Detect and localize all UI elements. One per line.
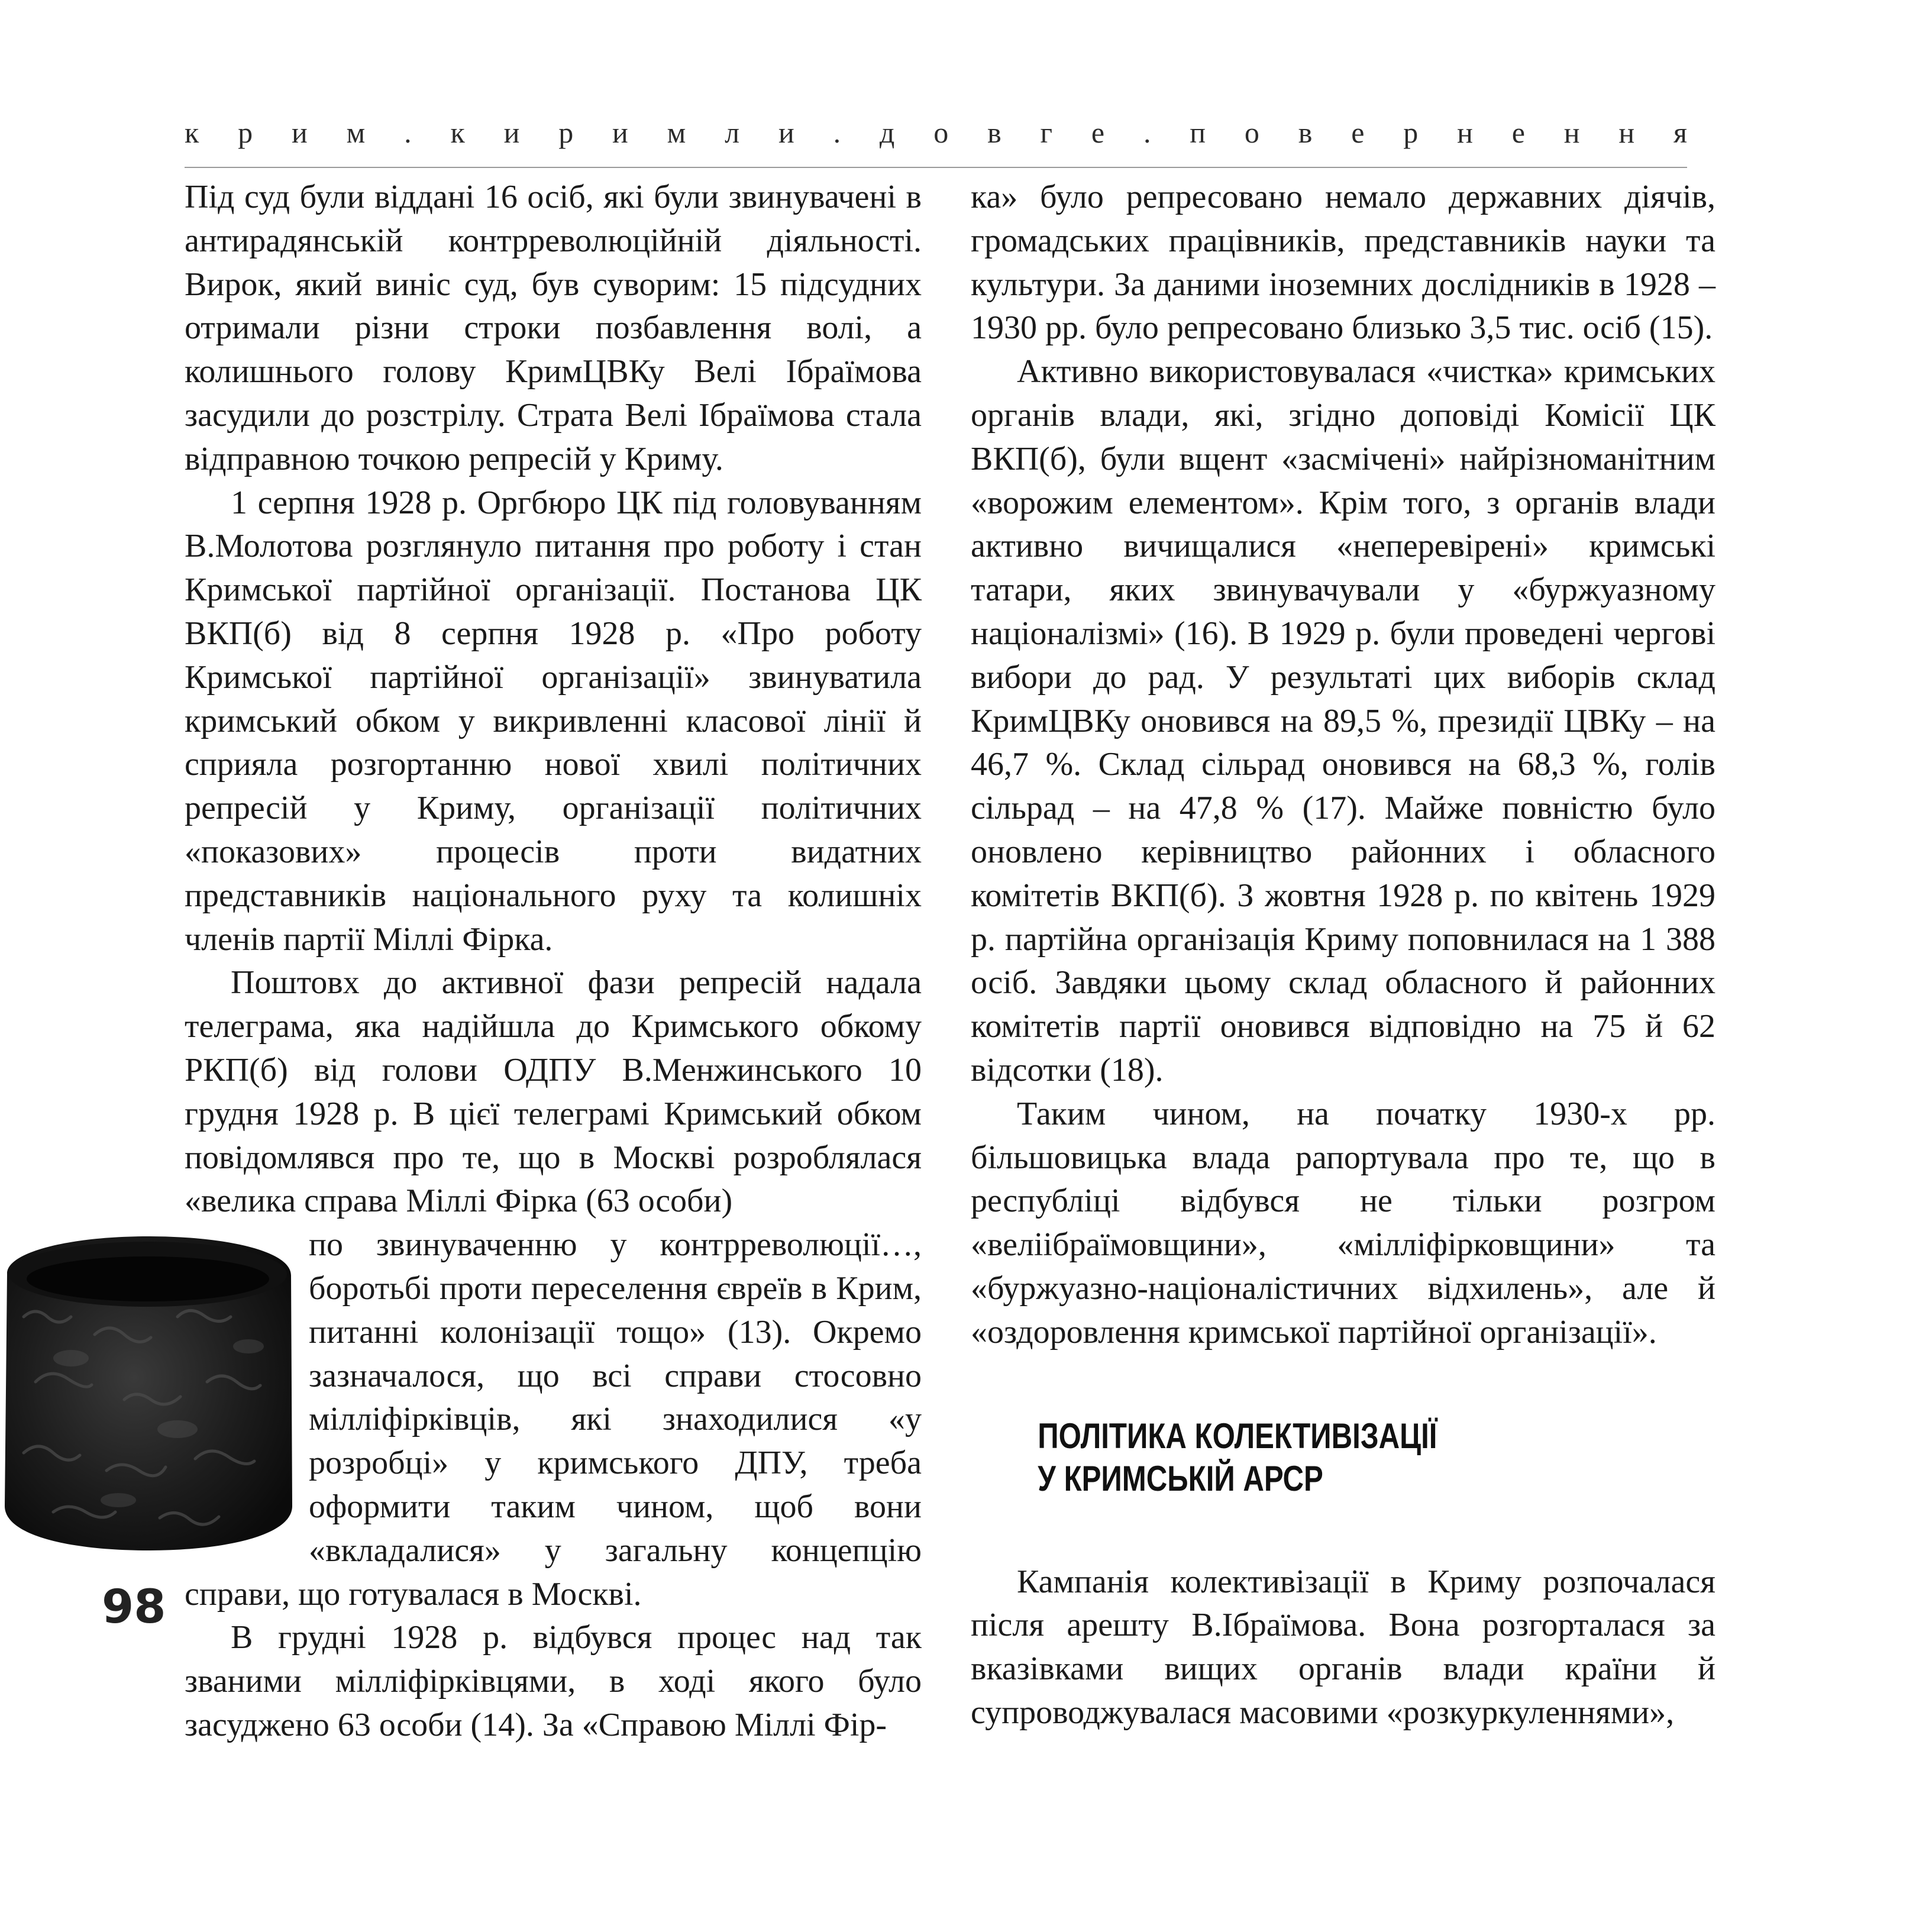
paragraph: по звинуваченню у контрреволюції…, боротьбі проти переселення євреїв в Крим, питанні колонізації тощо» (13). Окремо зазначалося, що всі справи стосовно мілліфірківців, які знаходилися «у розробці» у кримського ДПУ, треба оформити таким чином, щоб вони «вкладалися» у загальну концепцію справи, що готувалася в Москві. [185, 1226, 922, 1613]
paragraph: ка» було репресовано немало державних діячів, громадських працівників, представників науки та культури. За даними іноземних дослідників в 1928 – 1930 рр. було репресовано близько 3,5 тис. осіб (15). [971, 179, 1715, 347]
paragraph: Активно використовувалася «чистка» кримських органів влади, які, згідно доповіді Комісії ЦК ВКП(б), були вщент «засмічені» найрізноманітним «ворожим елементом». Крім того, з органів влади активно вичищалися «неперевірені» кримські татари, яких звинувачували у «буржуазному націоналізмі» (16). В 1929 р. були проведені чергові вибори до рад. У результаті цих виборів склад КримЦВКу оновився на 89,5 %, президії ЦВКу – на 46,7 %. Склад сільрад оновився на 68,3 %, голів сільрад – на 47,8 % (17). Майже повністю було оновлено керівництво районних і обласного комітетів ВКП(б). З жовтня 1928 р. по квітень 1929 р. партійна організація Криму поповнилася на 1 388 осіб. Завдяки цьому склад обласного й районних комітетів партії оновився відповідно на 75 й 62 відсотки (18). [971, 353, 1715, 1088]
right-column [971, 176, 1715, 1735]
paragraph: Поштовх до активної фази репресій надала телеграма, яка надійшла до Кримського обкому РКП(б) від голови ОДПУ В.Менжинського 10 грудня 1928 р. В цієї телеграмі Кримський обком повідомлявся про те, що в Москві розроблялася «велика справа Міллі Фірка (63 особи) [185, 964, 922, 1220]
paragraph: В грудні 1928 р. відбувся процес над так званими мілліфірківцями, в ході якого було засуджено 63 особи (14). За «Справою Міллі Фір- [185, 1619, 922, 1743]
paragraph: Під суд були віддані 16 осіб, які були звинувачені в антирадянській контрреволюційній діяльності. Вирок, який виніс суд, був суворим: 15 підсудних отримали різни строки позбавлення волі, а колишнього голову КримЦВКу Велі Ібраїмова засудили до розстрілу. Страта Велі Ібраїмова стала відправною точкою репресій у Криму. [185, 179, 922, 477]
left-column [185, 176, 922, 1747]
paragraph: Кампанія колективізації в Криму розпочалася після арешту В.Ібраїмова. Вона розгорталася за вказівками вищих органів влади країни й супроводжувалася масовими «розкуркуленнями», [971, 1563, 1715, 1731]
page-number: 98 [102, 1581, 166, 1634]
fur-hat-image [0, 1228, 309, 1556]
paragraph: Таким чином, на початку 1930-х рр. більшовицька влада рапортувала про те, що в республіці відбувся не тільки розгром «веліібраїмовщини», «мілліфірковщини» та «буржуазно-націоналістичних відхилень», але й «оздоровлення кримської партійної організації». [971, 1095, 1715, 1351]
header-rule [185, 167, 1687, 168]
section-heading [971, 1415, 1715, 1500]
paragraph: 1 серпня 1928 р. Оргбюро ЦК під головуванням В.Молотова розглянуло питання про роботу і стан Кримської партійної організації. Постанова ЦК ВКП(б) від 8 серпня 1928 р. «Про роботу Кримської партійної організації» звинуватила кримський обком у викривленні класової лінії й сприяла розгортанню нової хвилі політичних репресій у Криму, організації політичних «показових» процесів проти видатних представників національного руху та колишніх членів партії Міллі Фірка. [185, 484, 922, 958]
fur-hat-icon [0, 1228, 296, 1556]
section-title-line: У КРИМСЬКІЙ АРСР [1038, 1458, 1323, 1498]
running-header: к р и м . к и р и м л и . д о в г е . п о в е р н е н н я [185, 116, 1687, 149]
section-title-line: ПОЛІТИКА КОЛЕКТИВІЗАЦІЇ [1038, 1416, 1437, 1456]
